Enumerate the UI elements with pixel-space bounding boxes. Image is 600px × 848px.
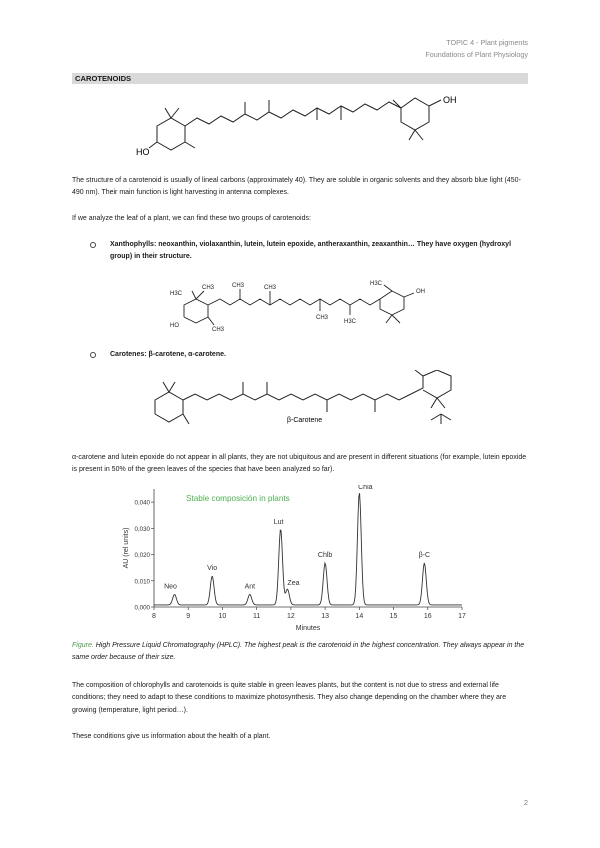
peak-label: Zea bbox=[287, 580, 300, 588]
ho-label-bottom: HO bbox=[136, 147, 150, 157]
ho-label: HO bbox=[170, 323, 179, 329]
chart-xlabel: Minutes bbox=[295, 625, 321, 632]
paragraph-ubiquity: α-carotene and lutein epoxide do not appear in all plants, they are not ubiquitous and are present in different situations (for example, lutein epoxide is present in 50% of the green leaves of the species that have been analyzed so far). bbox=[72, 454, 527, 474]
y-tick-label: 0,010 bbox=[134, 578, 150, 586]
chart-ylabel: AU (rel units) bbox=[123, 527, 130, 569]
header-course: Foundations of Plant Physiology bbox=[425, 50, 528, 59]
xanthophyll-structure-figure bbox=[168, 275, 438, 333]
caption-text: High Pressure Liquid Chromatography (HPLC). The highest peak is the carotenoid in the highest concentration. They always appear in the same order because of their size. bbox=[72, 642, 525, 662]
h3c-label-right: H3C bbox=[344, 319, 357, 325]
x-tick-label: 15 bbox=[389, 613, 398, 620]
ch3-label-b: CH3 bbox=[232, 283, 245, 289]
oh-label: OH bbox=[416, 289, 425, 295]
x-tick-label: 14 bbox=[355, 613, 364, 620]
chart-title: Stable composición in plants bbox=[186, 494, 290, 503]
beta-carotene-label: β-Carotene bbox=[287, 417, 323, 424]
section-title: CAROTENOIDS bbox=[72, 73, 528, 84]
peak-label: Ant bbox=[244, 583, 256, 591]
bullet-xanthophylls-text: Xanthophylls: neoxanthin, violaxanthin, lutein, lutein epoxide, antheraxanthin, zeaxanthin… They have oxygen (hydroxyl group) in their structure. bbox=[110, 241, 512, 261]
ch3-label-left-bottom: CH3 bbox=[212, 327, 225, 333]
peak-label: Chlb bbox=[317, 551, 333, 559]
bullet-carotenes-text: Carotenes: β-carotene, α-carotene. bbox=[110, 351, 226, 358]
x-tick-label: 9 bbox=[186, 613, 191, 620]
figure-caption bbox=[72, 640, 528, 665]
bullet-xanthophylls bbox=[90, 239, 526, 264]
x-tick-label: 16 bbox=[423, 613, 432, 620]
paragraph-health: These conditions give us information about the health of a plant. bbox=[72, 733, 271, 740]
ch3-label-mid: CH3 bbox=[264, 285, 277, 291]
bullet-icon bbox=[90, 352, 96, 358]
h3c-label-r2: H3C bbox=[370, 281, 383, 287]
peak-label: Chla bbox=[358, 485, 373, 492]
x-tick-label: 13 bbox=[321, 613, 330, 620]
x-tick-label: 11 bbox=[253, 613, 261, 620]
carotenoid-structure-figure bbox=[135, 92, 470, 164]
header-topic: TOPIC 4 - Plant pigments bbox=[446, 38, 528, 47]
ch3-label-a: CH3 bbox=[202, 285, 215, 291]
paragraph-groups: If we analyze the leaf of a plant, we can find these two groups of carotenoids: bbox=[72, 215, 311, 222]
peak-label: β-C bbox=[418, 551, 431, 559]
page-header bbox=[425, 37, 528, 61]
beta-carotene-structure-figure bbox=[145, 370, 475, 438]
x-tick-label: 17 bbox=[458, 613, 466, 620]
peak-label: Vio bbox=[207, 565, 218, 573]
chart-plot-area bbox=[154, 489, 462, 607]
y-tick-label: 0,000 bbox=[134, 604, 150, 612]
paragraph-composition: The composition of chlorophylls and carotenoids is quite stable in green leaves plants, but the content is not due to stress and external life conditions; they need to adapt to these conditions to maximize photosynthesis. They also change depending on the chamber where they are growing (temperature, light period…). bbox=[72, 682, 507, 714]
y-tick-label: 0,040 bbox=[134, 499, 150, 507]
page-number: 2 bbox=[523, 798, 528, 807]
caption-label: Figure. bbox=[72, 642, 94, 649]
x-tick-label: 12 bbox=[286, 613, 295, 620]
hplc-chromatogram-chart bbox=[118, 485, 470, 635]
x-tick-label: 10 bbox=[218, 613, 227, 620]
peak-label: Neo bbox=[164, 583, 177, 591]
ch3-label-r1: CH3 bbox=[316, 315, 329, 321]
y-tick-label: 0,030 bbox=[134, 525, 150, 533]
oh-label-top: OH bbox=[443, 95, 457, 105]
bullet-icon bbox=[90, 242, 96, 248]
x-tick-label: 8 bbox=[152, 613, 156, 620]
y-tick-label: 0,020 bbox=[134, 552, 150, 560]
h3c-label-left: H3C bbox=[170, 291, 183, 297]
bullet-carotenes bbox=[90, 349, 526, 361]
peak-label: Lut bbox=[273, 518, 284, 526]
paragraph-structure: The structure of a carotenoid is usually of lineal carbons (approximately 40). They are soluble in organic solvents and they absorb blue light (450-490 nm). Their main function is light harvesting in antenna complexes. bbox=[72, 177, 521, 197]
